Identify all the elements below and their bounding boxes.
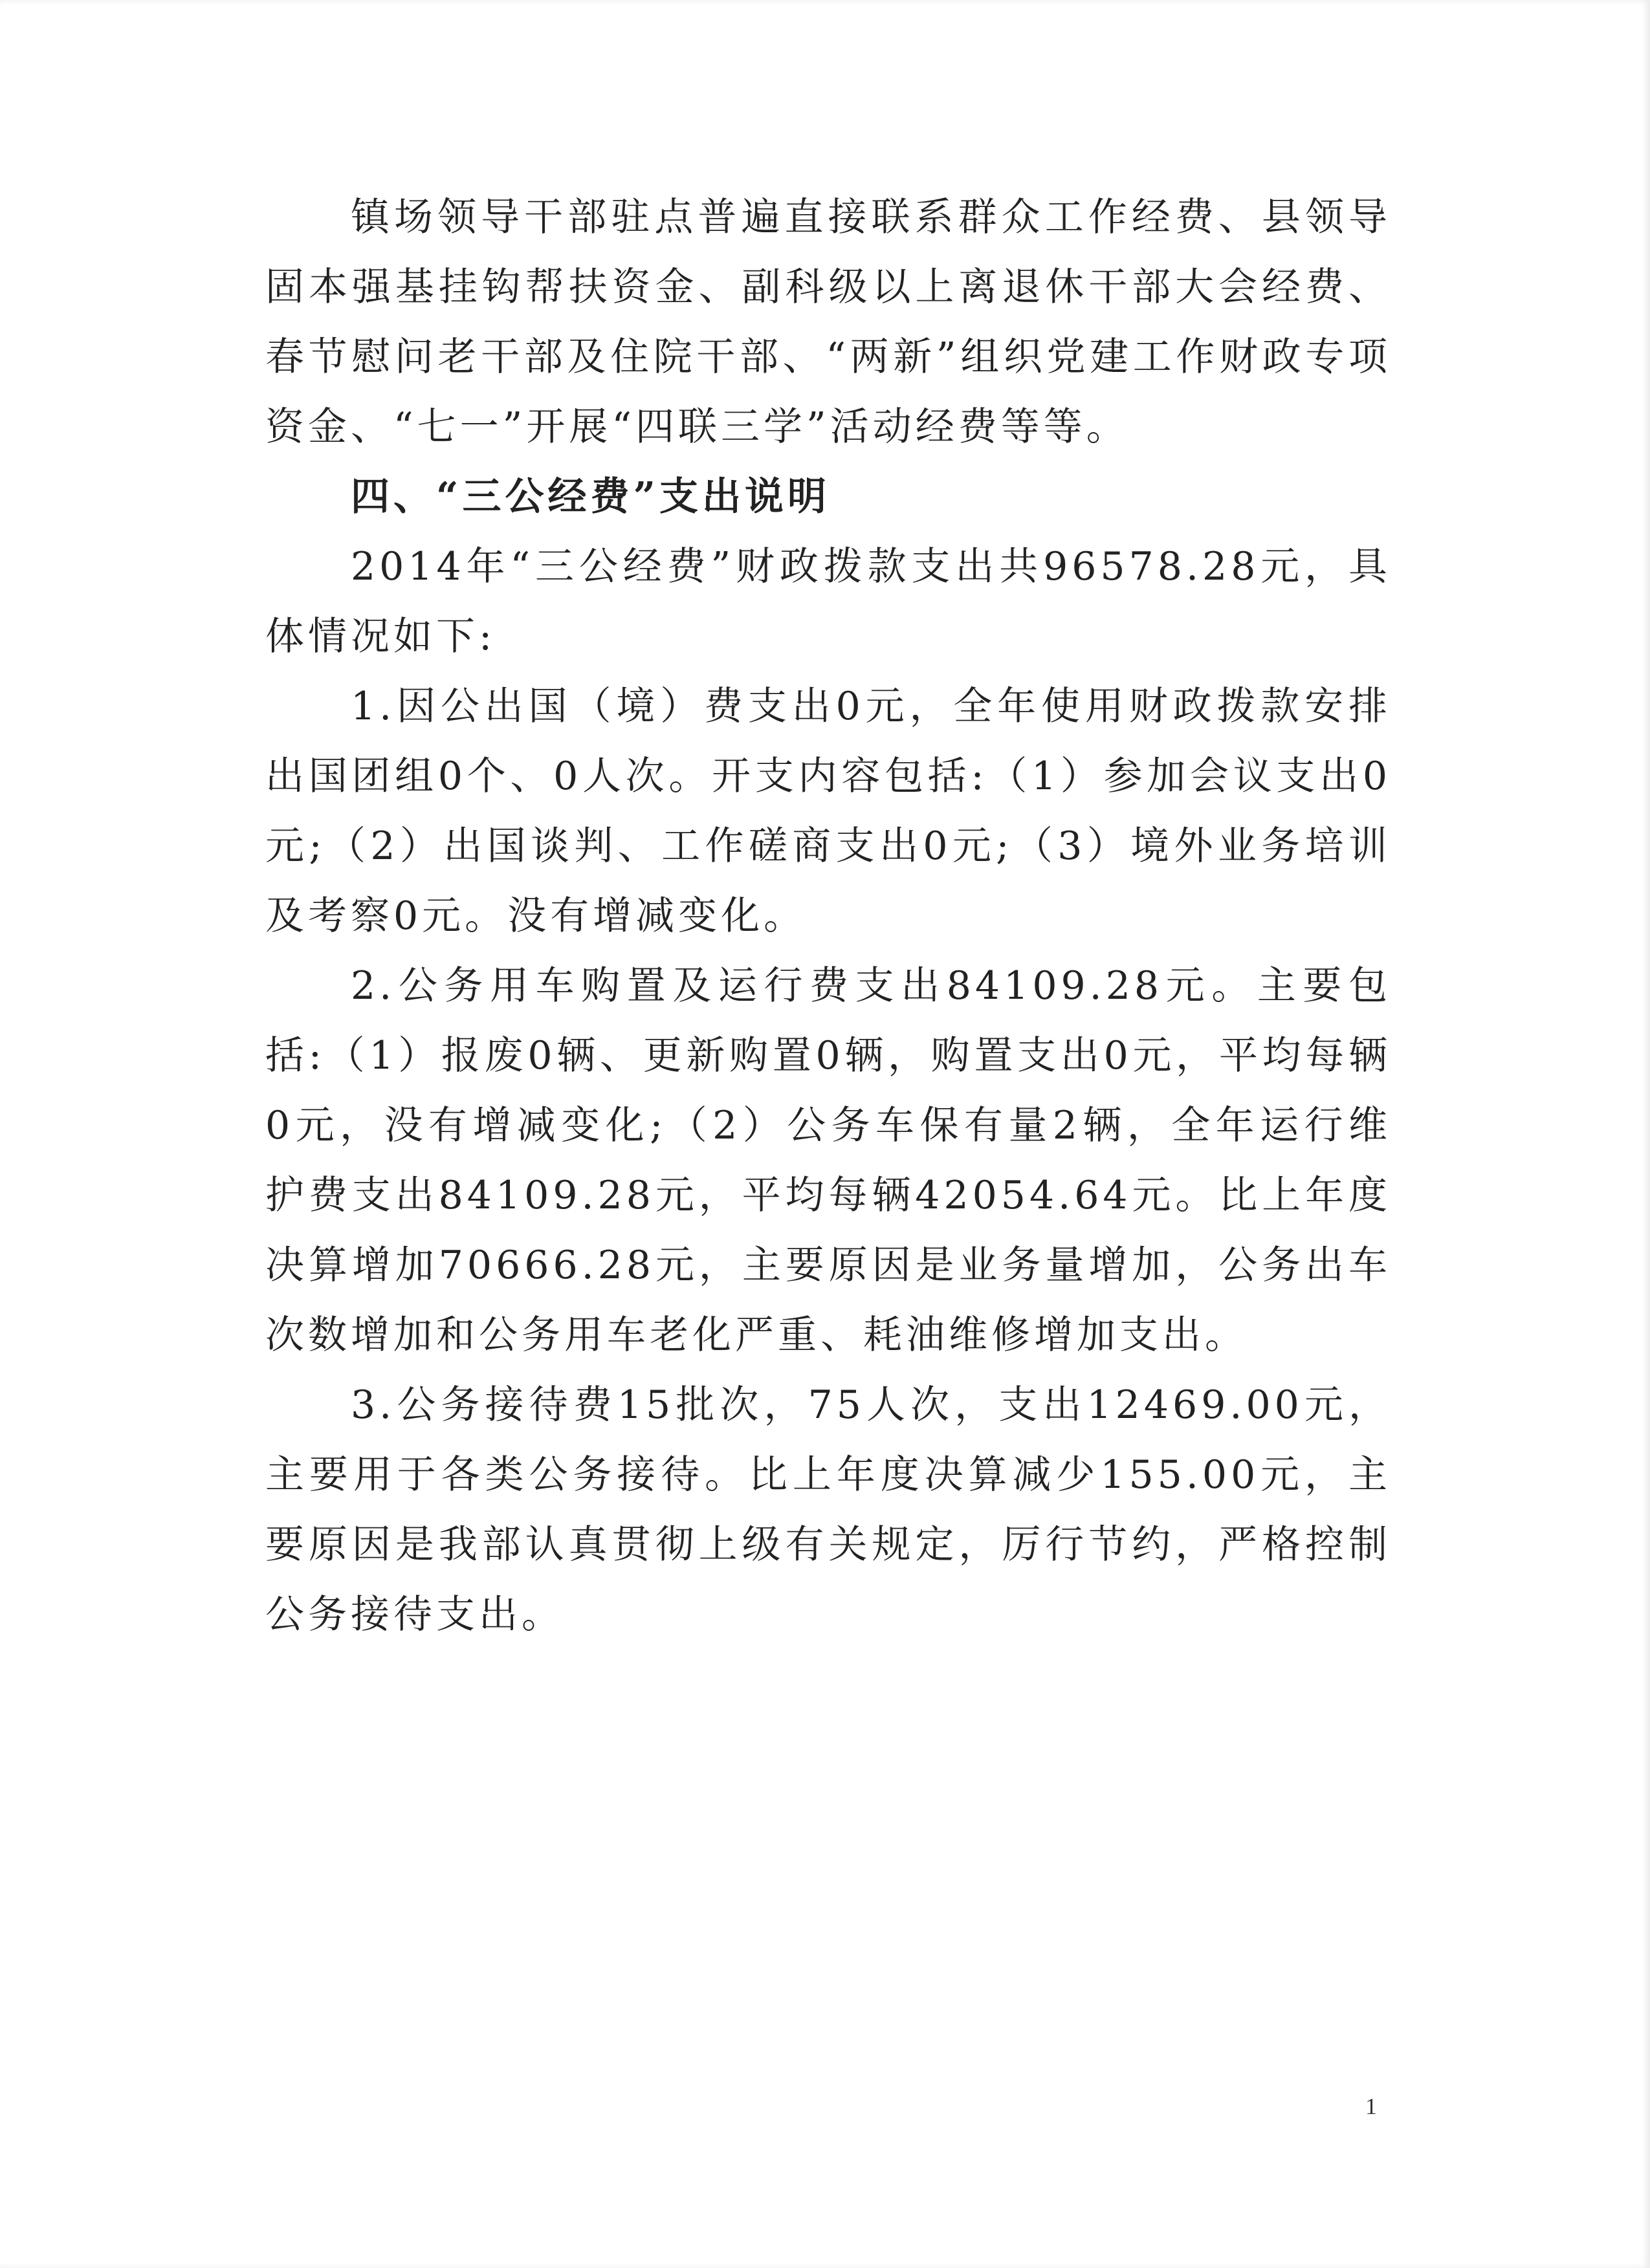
item-official-vehicles: 2.公务用车购置及运行费支出84109.28元。主要包括:（1）报废0辆、更新购置0辆，购置支出0元，平均每辆0元，没有增减变化;（2）公务车保有量2辆，全年运行维护费支出84109.28元，平均每辆42054.64元。比上年度决算增加70666.28元，主要原因是业务量增加，公务出车次数增加和公务用车老化严重、耗油维修增加支出。	[265, 963, 1391, 1358]
page-number: 1	[1365, 2093, 1377, 2119]
section-heading: 四、“三公经费”支出说明	[351, 474, 831, 519]
item-overseas-travel: 1.因公出国（境）费支出0元，全年使用财政拨款安排出国团组0个、0人次。开支内容包括:（1）参加会议支出0元;（2）出国谈判、工作磋商支出0元;（3）境外业务培训及考察0元。没有增减变化。	[265, 684, 1391, 939]
item-official-reception: 3.公务接待费15批次，75人次，支出12469.00元，主要用于各类公务接待。比上年度决算减少155.00元，主要原因是我部认真贯彻上级有关规定，厉行节约，严格控制公务接待支出。	[265, 1382, 1391, 1637]
continuation-paragraph: 镇场领导干部驻点普遍直接联系群众工作经费、县领导固本强基挂钩帮扶资金、副科级以上离退休干部大会经费、春节慰问老干部及住院干部、“两新”组织党建工作财政专项资金、“七一”开展“四联三学”活动经费等等。	[265, 195, 1391, 450]
document-body	[265, 182, 1391, 1650]
intro-paragraph: 2014年“三公经费”财政拨款支出共96578.28元，具体情况如下:	[265, 544, 1391, 659]
